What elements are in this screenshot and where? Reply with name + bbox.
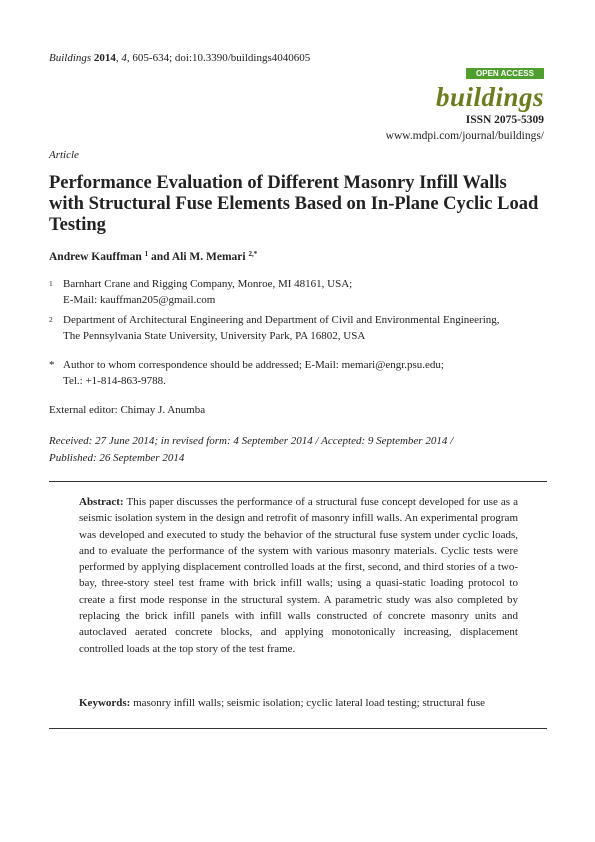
citation-line: Buildings 2014, 4, 605-634; doi:10.3390/buildings4040605 xyxy=(49,52,311,64)
journal-logo: buildings xyxy=(435,82,544,112)
author-name: Andrew Kauffman xyxy=(49,251,142,263)
correspondence-note xyxy=(49,357,549,389)
affiliation-line: Department of Architectural Engineering and Department of Civil and Environmental Engineering, xyxy=(63,314,500,326)
correspondence-line: Tel.: +1-814-863-9788. xyxy=(63,375,166,387)
dates-line: Published: 26 September 2014 xyxy=(49,452,185,464)
citation-volume: 4 xyxy=(121,52,127,64)
divider xyxy=(49,728,547,729)
correspondence-line: Author to whom correspondence should be addressed; E-Mail: memari@engr.psu.edu; xyxy=(63,359,444,371)
keywords-label: Keywords: xyxy=(79,697,131,709)
keywords xyxy=(79,697,518,709)
abstract-label: Abstract: xyxy=(79,496,124,508)
divider xyxy=(49,481,547,482)
citation-rest: , 605-634; doi:10.3390/buildings4040605 xyxy=(126,52,311,64)
article-title: Performance Evaluation of Different Masonry Infill Walls with Structural Fuse Elements Based on In-Plane Cyclic Load Testing xyxy=(49,173,539,235)
affiliation-number: 2 xyxy=(49,315,53,324)
correspondence-mark: * xyxy=(49,359,55,371)
journal-url[interactable]: www.mdpi.com/journal/buildings/ xyxy=(385,130,544,142)
affiliation-number: 1 xyxy=(49,279,53,288)
keywords-text: masonry infill walls; seismic isolation; cyclic lateral load testing; structural fuse xyxy=(133,697,485,709)
affiliation-line: Barnhart Crane and Rigging Company, Monroe, MI 48161, USA; xyxy=(63,278,353,290)
dates-line: Received: 27 June 2014; in revised form: 4 September 2014 / Accepted: 9 September 2014 / xyxy=(49,435,454,447)
abstract-text: This paper discusses the performance of a structural fuse concept developed for use as a seismic isolation system in the design and retrofit of masonry infill walls. An experimental program was developed and executed to study the behavior of the structural fuse system under cyclic loads, and to evaluate the performance of the system with various masonry materials. Cyclic tests were performed by applying displacement controlled loads at the first, second, and third stories of a two-bay, three-story steel test frame with brick infill walls; using a quasi-static loading protocol to create a first mode response in the structural system. A parametric study was also completed by replacing the brick infill panels with infill walls constructed of concrete masonry units and autoclaved aerated concrete blocks, and applying monotonically increasing, displacement controlled loads at the top story of the test frame. xyxy=(79,496,518,655)
affiliation-line: The Pennsylvania State University, University Park, PA 16802, USA xyxy=(63,330,366,342)
article-type: Article xyxy=(49,149,79,161)
publication-dates xyxy=(49,433,549,467)
author-list xyxy=(49,251,257,263)
affiliation-email[interactable]: E-Mail: kauffman205@gmail.com xyxy=(63,294,216,306)
open-access-badge: OPEN ACCESS xyxy=(466,68,544,79)
abstract xyxy=(79,494,518,657)
affiliation xyxy=(49,276,549,308)
author-affiliation-mark: 1 xyxy=(144,250,149,258)
authors-joiner: and xyxy=(148,251,172,263)
citation-year: 2014 xyxy=(93,52,116,64)
citation-journal: Buildings xyxy=(49,52,92,64)
issn: ISSN 2075-5309 xyxy=(465,114,544,126)
author-name: Ali M. Memari xyxy=(171,251,246,263)
author-affiliation-mark: 2,* xyxy=(248,250,258,258)
external-editor: External editor: Chimay J. Anumba xyxy=(49,404,206,416)
affiliation xyxy=(49,312,549,344)
